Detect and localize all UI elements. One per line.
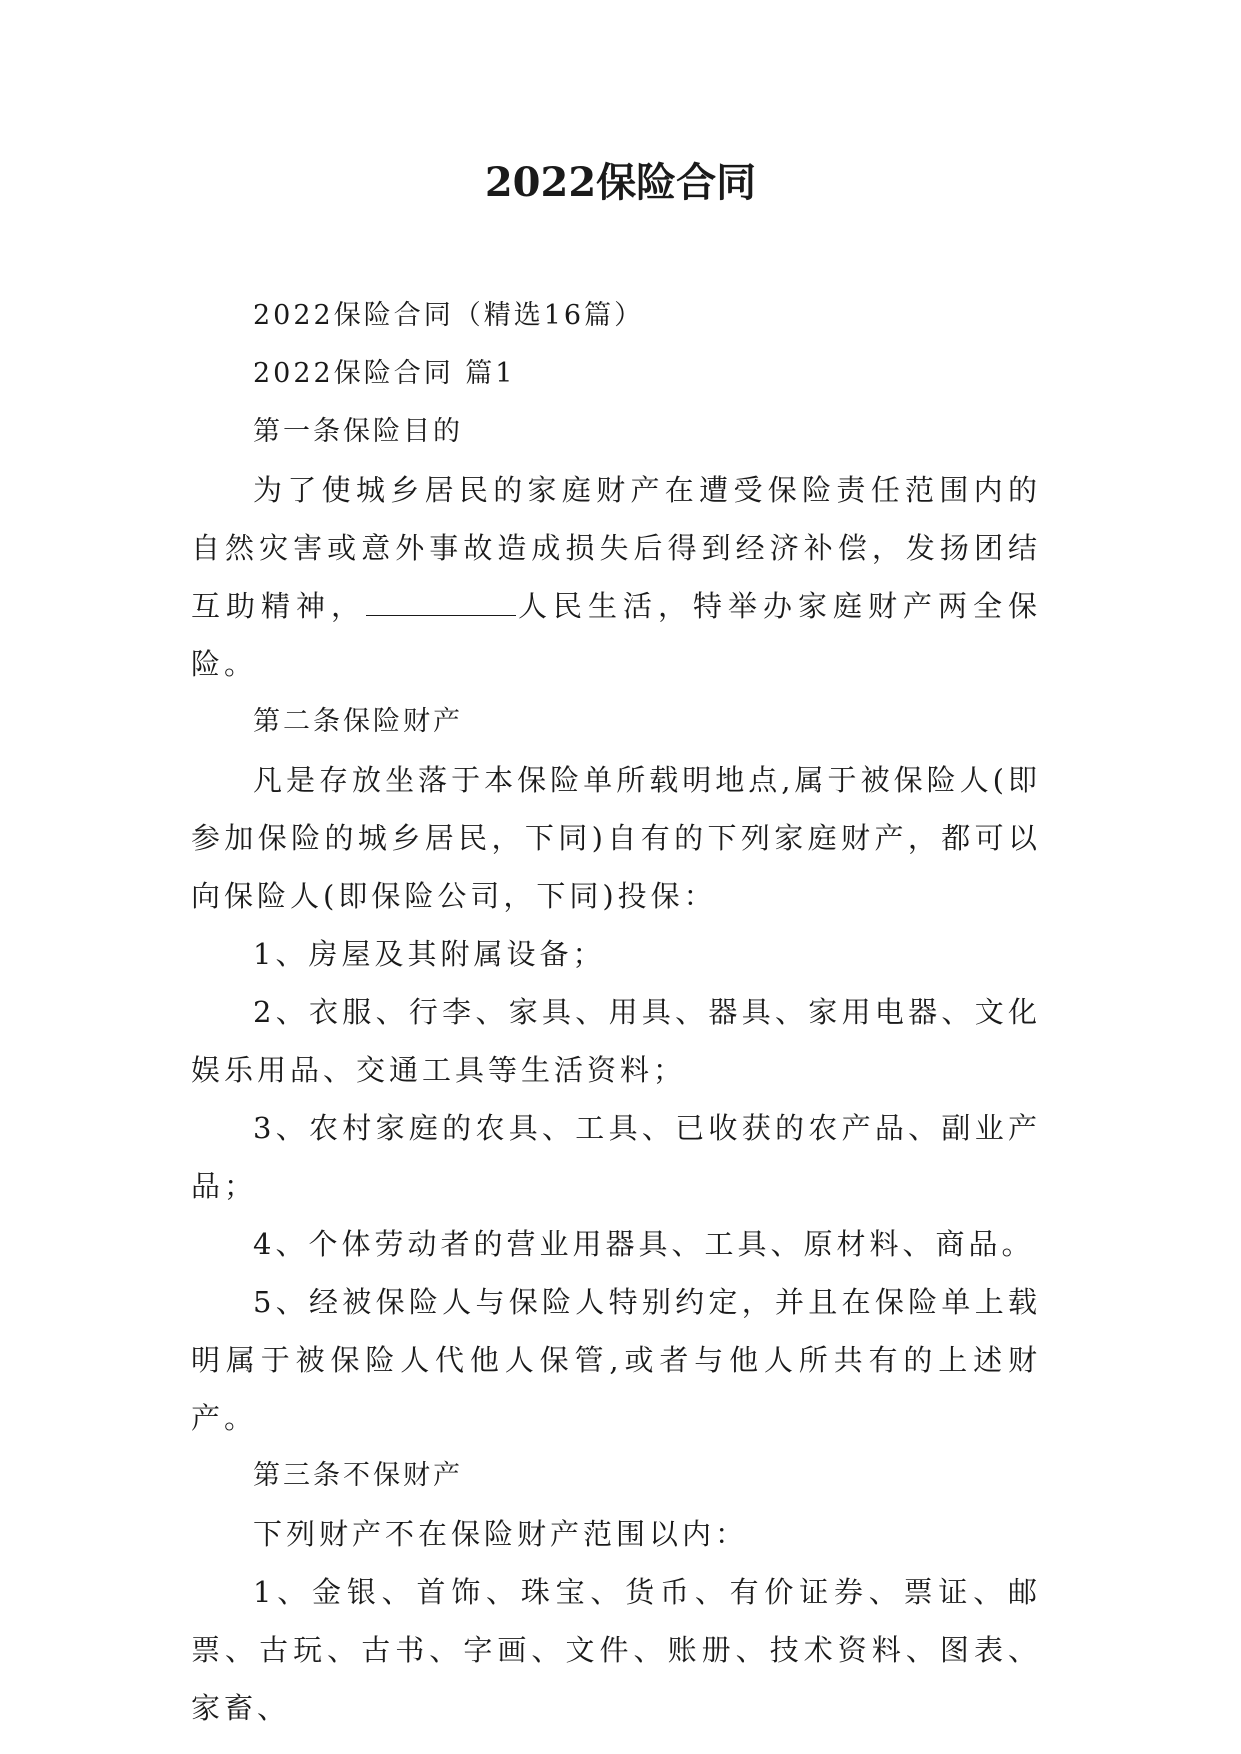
- paragraph-text: 为了使城乡居民的家庭财产在遭受保险责任范围内的自然灾害或意外事故造成损失后得到经济补偿，发扬团结互助精神，: [191, 473, 1041, 623]
- list-item: 2、衣服、行李、家具、用具、器具、家用电器、文化娱乐用品、交通工具等生活资料；: [191, 995, 1041, 1087]
- document-body: [191, 287, 1041, 1737]
- list-item: 4、个体劳动者的营业用器具、工具、原材料、商品。: [253, 1227, 1035, 1261]
- paragraph-article-2-body: 凡是存放坐落于本保险单所载明地点,属于被保险人(即参加保险的城乡居民，下同)自有的下列家庭财产，都可以向保险人(即保险公司，下同)投保：: [191, 763, 1041, 913]
- paragraph-text-continued: 人民生活，特举办家庭财产两全保险。: [191, 589, 1041, 681]
- list-item: 5、经被保险人与保险人特别约定，并且在保险单上载明属于被保险人代他人保管,或者与他人所共有的上述财产。: [191, 1285, 1041, 1435]
- paragraph-article-2-heading: 第二条保险财产: [253, 706, 463, 737]
- list-item: 1、房屋及其附属设备；: [253, 937, 606, 971]
- paragraph-section-heading: 2022保险合同 篇1: [253, 358, 516, 389]
- paragraph-article-1-body: [191, 461, 1041, 693]
- list-item: 1、金银、首饰、珠宝、货币、有价证券、票证、邮票、古玩、古书、字画、文件、账册、技术资料、图表、家畜、: [191, 1575, 1041, 1725]
- paragraph-subtitle: 2022保险合同（精选16篇）: [253, 300, 645, 331]
- fill-in-blank: [366, 585, 516, 616]
- paragraph-article-3-intro: 下列财产不在保险财产范围以内：: [253, 1517, 749, 1551]
- paragraph-article-3-heading: 第三条不保财产: [253, 1460, 463, 1491]
- document-title: 2022保险合同: [484, 159, 757, 206]
- list-item: 3、农村家庭的农具、工具、已收获的农产品、副业产品；: [191, 1111, 1041, 1203]
- paragraph-article-1-heading: 第一条保险目的: [253, 416, 463, 447]
